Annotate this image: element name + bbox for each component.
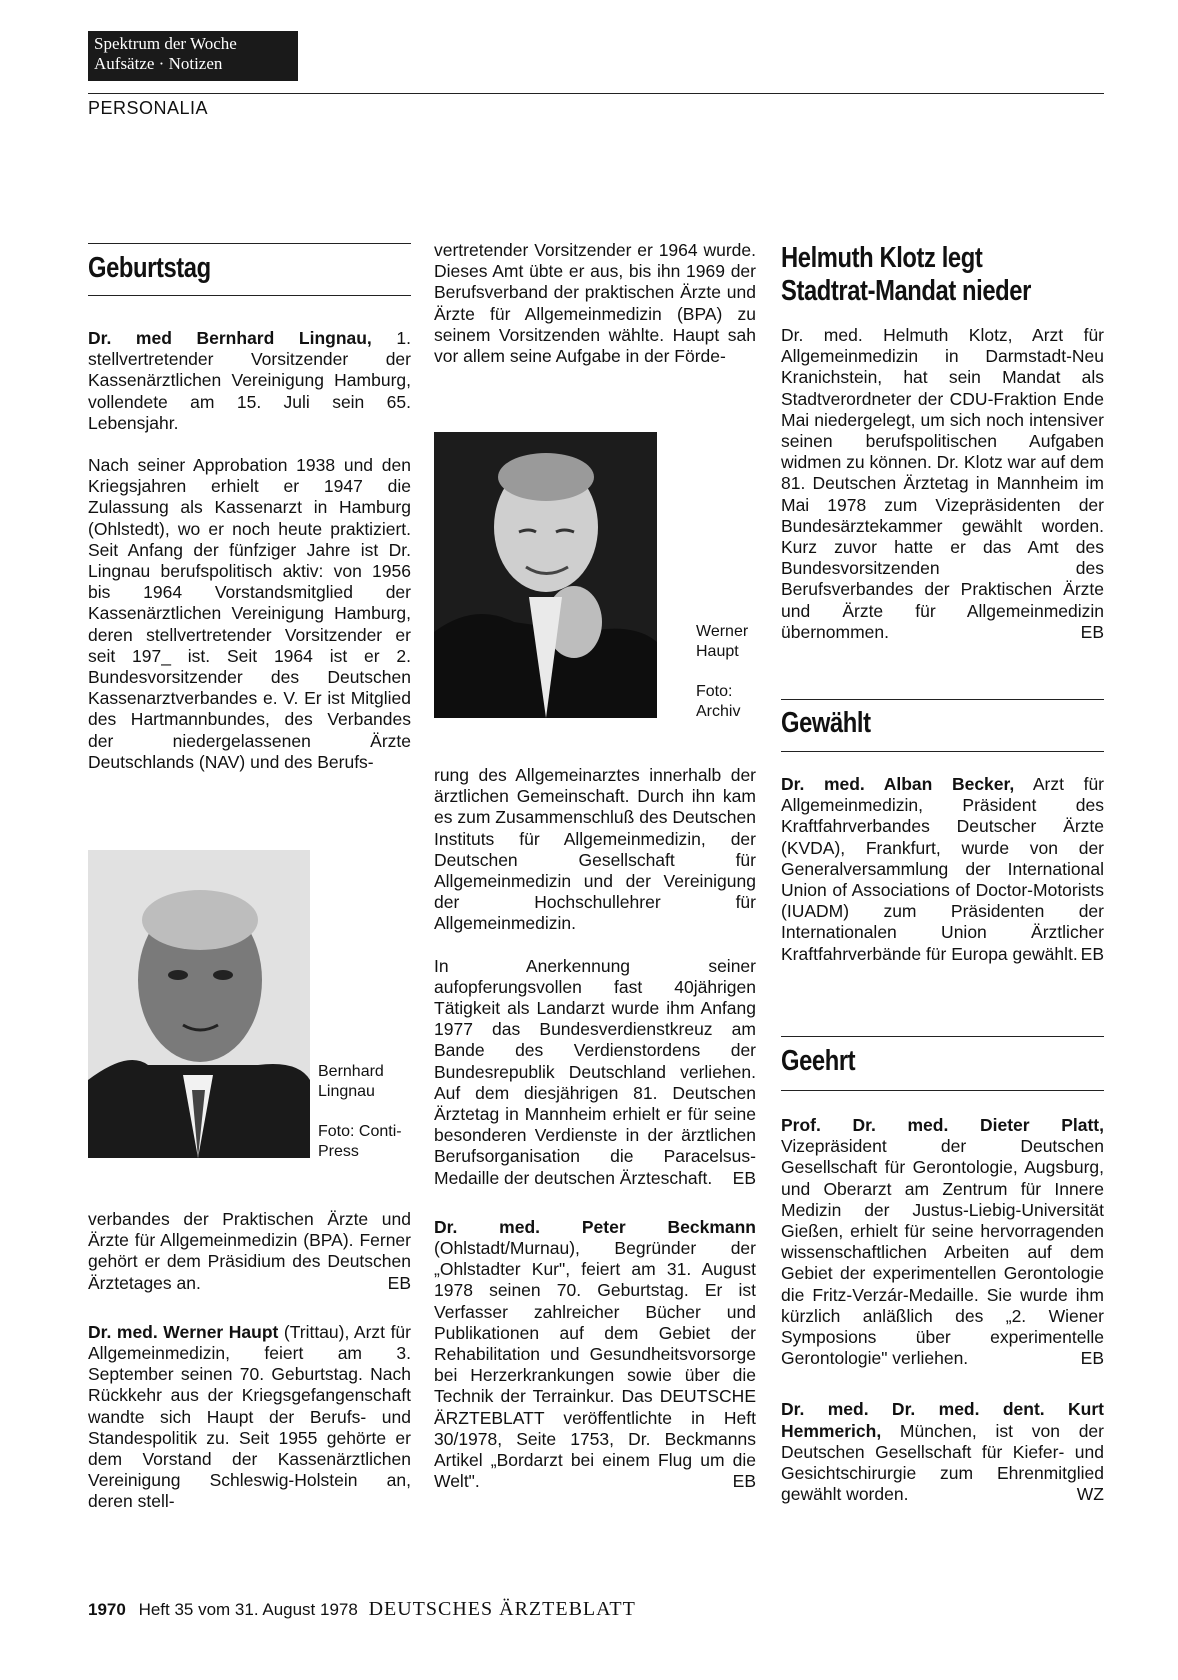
photo-caption-haupt (696, 622, 766, 722)
rule (88, 295, 411, 296)
article-lingnau-cont (88, 1209, 411, 1513)
caption-name: Bernhard Lingnau (318, 1063, 384, 1100)
author-sign: EB (732, 1167, 756, 1188)
section-badge (88, 31, 298, 81)
rule (781, 751, 1104, 752)
author-sign: EB (1080, 1348, 1104, 1369)
rule (88, 243, 411, 244)
paragraph: Vizepräsident der Deutschen Gesellschaft für Gerontologie, Augsburg, und Oberarzt am Zentrum für Innere Medizin der Justus-Liebig-Universität Gießen, erhielt für seine hervorragenden wissenschaftlichen Arbeiten auf dem Gebiet der experimentellen Gerontologie die Fritz-Verzár-Medaille. Sie wurde ihm kürzlich anläßlich des „2. Wiener Symposions über experimentelle Gerontologie" verliehen. (781, 1136, 1104, 1369)
paragraph: (Trittau), Arzt für Allgemeinmedizin, feiert am 3. September seinen 70. Geburtstag. Nach Rückkehr aus der Kriegsgefangenschaft wandte sich Haupt der Berufs- und Standespolitik zu. Seit 1955 gehörte er dem Vorstand der Kassenärztlichen Vereinigung Schleswig-Holstein an, deren stell- (88, 1321, 411, 1512)
author-sign: EB (387, 1272, 411, 1293)
page-number: 1970 (88, 1600, 126, 1619)
heading-gewaehlt: Gewählt (781, 707, 871, 739)
paragraph: Dr. med. Helmuth Klotz, Arzt für Allgemeinmedizin in Darmstadt-Neu Kranichstein, hat sein Mandat als Stadtverordneter der CDU-Fraktion Ende Mai niedergelegt, um sich noch intensiver seinen berufspolitischen Aufgaben widmen zu können. Dr. Klotz war auf dem 81. Deutschen Ärztetag in Mannheim im Mai 1978 zum Vizepräsidenten der Bundesärztekammer gewählt worden. Kurz zuvor hatte er das Amt des Bundesvorsitzenden des Berufsverbandes der Praktischen Ärzte und Ärzte für Allgemeinmedizin übernommen. (781, 325, 1104, 642)
paragraph: verbandes der Praktischen Ärzte und Ärzte für Allgemeinmedizin (BPA). Ferner gehört er dem Präsidium des Deutschen Ärztetages an. (88, 1209, 411, 1293)
caption-name: Werner Haupt (696, 623, 749, 660)
photo-bernhard-lingnau (88, 850, 310, 1158)
rule (781, 699, 1104, 700)
author-sign: EB (732, 1471, 756, 1492)
heading-line-1: Helmuth Klotz legt (781, 242, 983, 274)
portrait-photo (434, 432, 657, 718)
person-name: Dr. med Bernhard Lingnau, (88, 328, 372, 348)
heading-geburtstag: Geburtstag (88, 252, 211, 284)
paragraph: (Ohlstadt/Murnau), Begründer der „Ohlstadter Kur", feiert am 31. August 1978 seinen 70. Geburtstag. Er ist Verfasser zahlreicher Bücher und Publikationen auf dem Gebiet der Rehabilitation und Gesundheitsvorsorge bei Herzerkrankungen sowie über die Technik der Terrainkur. Das DEUTSCHE ÄRZTEBLATT veröffentlichte in Heft 30/1978, Seite 1753, Dr. Beckmanns Artikel „Bordarzt bei einem Flug um die Welt". (434, 1238, 756, 1492)
page-footer (88, 1598, 636, 1621)
heading-line-2: Stadtrat-Mandat nieder (781, 275, 1031, 307)
person-name: Dr. med. Alban Becker, (781, 774, 1015, 794)
person-name: Prof. Dr. med. Dieter Platt, (781, 1115, 1104, 1135)
paragraph: vertretender Vorsitzender er 1964 wurde. Dieses Amt übte er aus, bis ihn 1969 der Berufsverband der praktischen Ärzte und Ärzte für Allgemeinmedizin (BPA) zu seinem Vorsitzenden wählte. Haupt sah vor allem seine Aufgabe in der Förde- (434, 240, 756, 367)
article-klotz (781, 325, 1104, 643)
author-sign: EB (1080, 943, 1104, 964)
article-becker (781, 774, 1104, 965)
paragraph: 1. stellvertretender Vorsitzender der Kassenärztlichen Vereinigung Hamburg, vollendete am 15. Juli sein 65. Lebensjahr. (88, 328, 411, 433)
magazine-name: DEUTSCHES ÄRZTEBLATT (368, 1598, 636, 1620)
paragraph: rung des Allgemeinarztes innerhalb der ärztlichen Gemeinschaft. Durch ihn kam es zum Zusammenschluß des Deutschen Instituts für Allgemeinmedizin, der Deutschen Gesellschaft für Allgemeinmedizin und der Vereinigung der Hochschullehrer für Allgemeinmedizin. (434, 765, 756, 934)
issue-info: Heft 35 vom 31. August 1978 (138, 1600, 358, 1619)
photo-caption-lingnau (318, 1062, 418, 1162)
paragraph: Nach seiner Approbation 1938 und den Kriegsjahren erhielt er 1947 die Zulassung als Kassenarzt in Hamburg (Ohlstedt), wo er noch heute praktiziert. Seit Anfang der fünfziger Jahre ist Dr. Lingnau berufspolitisch aktiv: von 1956 bis 1964 Vorstandsmitglied der Kassenärztlichen Vereinigung Hamburg, deren stellvertretender Vorsitzender er seit 197_ ist. Seit 1964 ist er 2. Bundesvorsitzender des Deutschen Kassenarztverbandes e. V. Er ist Mitglied des Hartmannbundes, des Verbandes der niedergelassenen Ärzte Deutschlands (NAV) und des Berufs- (88, 455, 411, 772)
caption-credit: Foto: Archiv (696, 683, 741, 720)
caption-credit: Foto: Conti-Press (318, 1123, 402, 1160)
article-haupt (434, 240, 756, 367)
person-name: Dr. med. Dr. med. dent. Kurt Hemmerich, (781, 1399, 1104, 1441)
paragraph: München, ist von der Deutschen Gesellschaft für Kiefer- und Gesichtschirurgie zum Ehrenmitglied gewählt worden. (781, 1420, 1104, 1505)
heading-geehrt: Geehrt (781, 1045, 856, 1077)
author-sign: WZ (1076, 1484, 1104, 1505)
paragraph: Arzt für Allgemeinmedizin, Präsident des Kraftfahrverbandes Deutscher Ärzte (KVDA), Frankfurt, wurde von der Generalversammlung der International Union of Associations of Doctor-Motorists (IUADM) zum Präsidenten der Internationalen Union Ärztlicher Kraftfahrverbände für Europa gewählt. (781, 774, 1105, 964)
rule (781, 1036, 1104, 1037)
person-name: Dr. med. Werner Haupt (88, 1321, 279, 1342)
badge-line-2: Aufsätze · Notizen (94, 54, 223, 73)
article-lingnau (88, 328, 411, 773)
paragraph: In Anerkennung seiner aufopferungsvollen fast 40jährigen Tätigkeit als Landarzt wurde ihm Anfang 1977 das Bundesverdienstkreuz am Bande des Verdienstordens der Bundesrepublik Deutschland verliehen. Auf dem diesjährigen 81. Deutschen Ärztetag in Mannheim erhielt er für seine besonderen Verdienste in der ärztlichen Berufsorganisation die Paracelsus-Medaille der deutschen Ärzteschaft. (434, 955, 756, 1188)
person-name: Dr. med. Peter Beckmann (434, 1216, 756, 1237)
author-sign: EB (1080, 621, 1104, 642)
article-haupt-cont (434, 765, 756, 1493)
photo-werner-haupt (434, 432, 657, 718)
heading-klotz (781, 242, 1031, 308)
portrait-photo (88, 850, 310, 1158)
article-platt (781, 1115, 1104, 1505)
section-title: PERSONALIA (88, 98, 209, 118)
rule (781, 1090, 1104, 1091)
top-divider (88, 93, 1104, 94)
badge-line-1: Spektrum der Woche (94, 34, 237, 53)
